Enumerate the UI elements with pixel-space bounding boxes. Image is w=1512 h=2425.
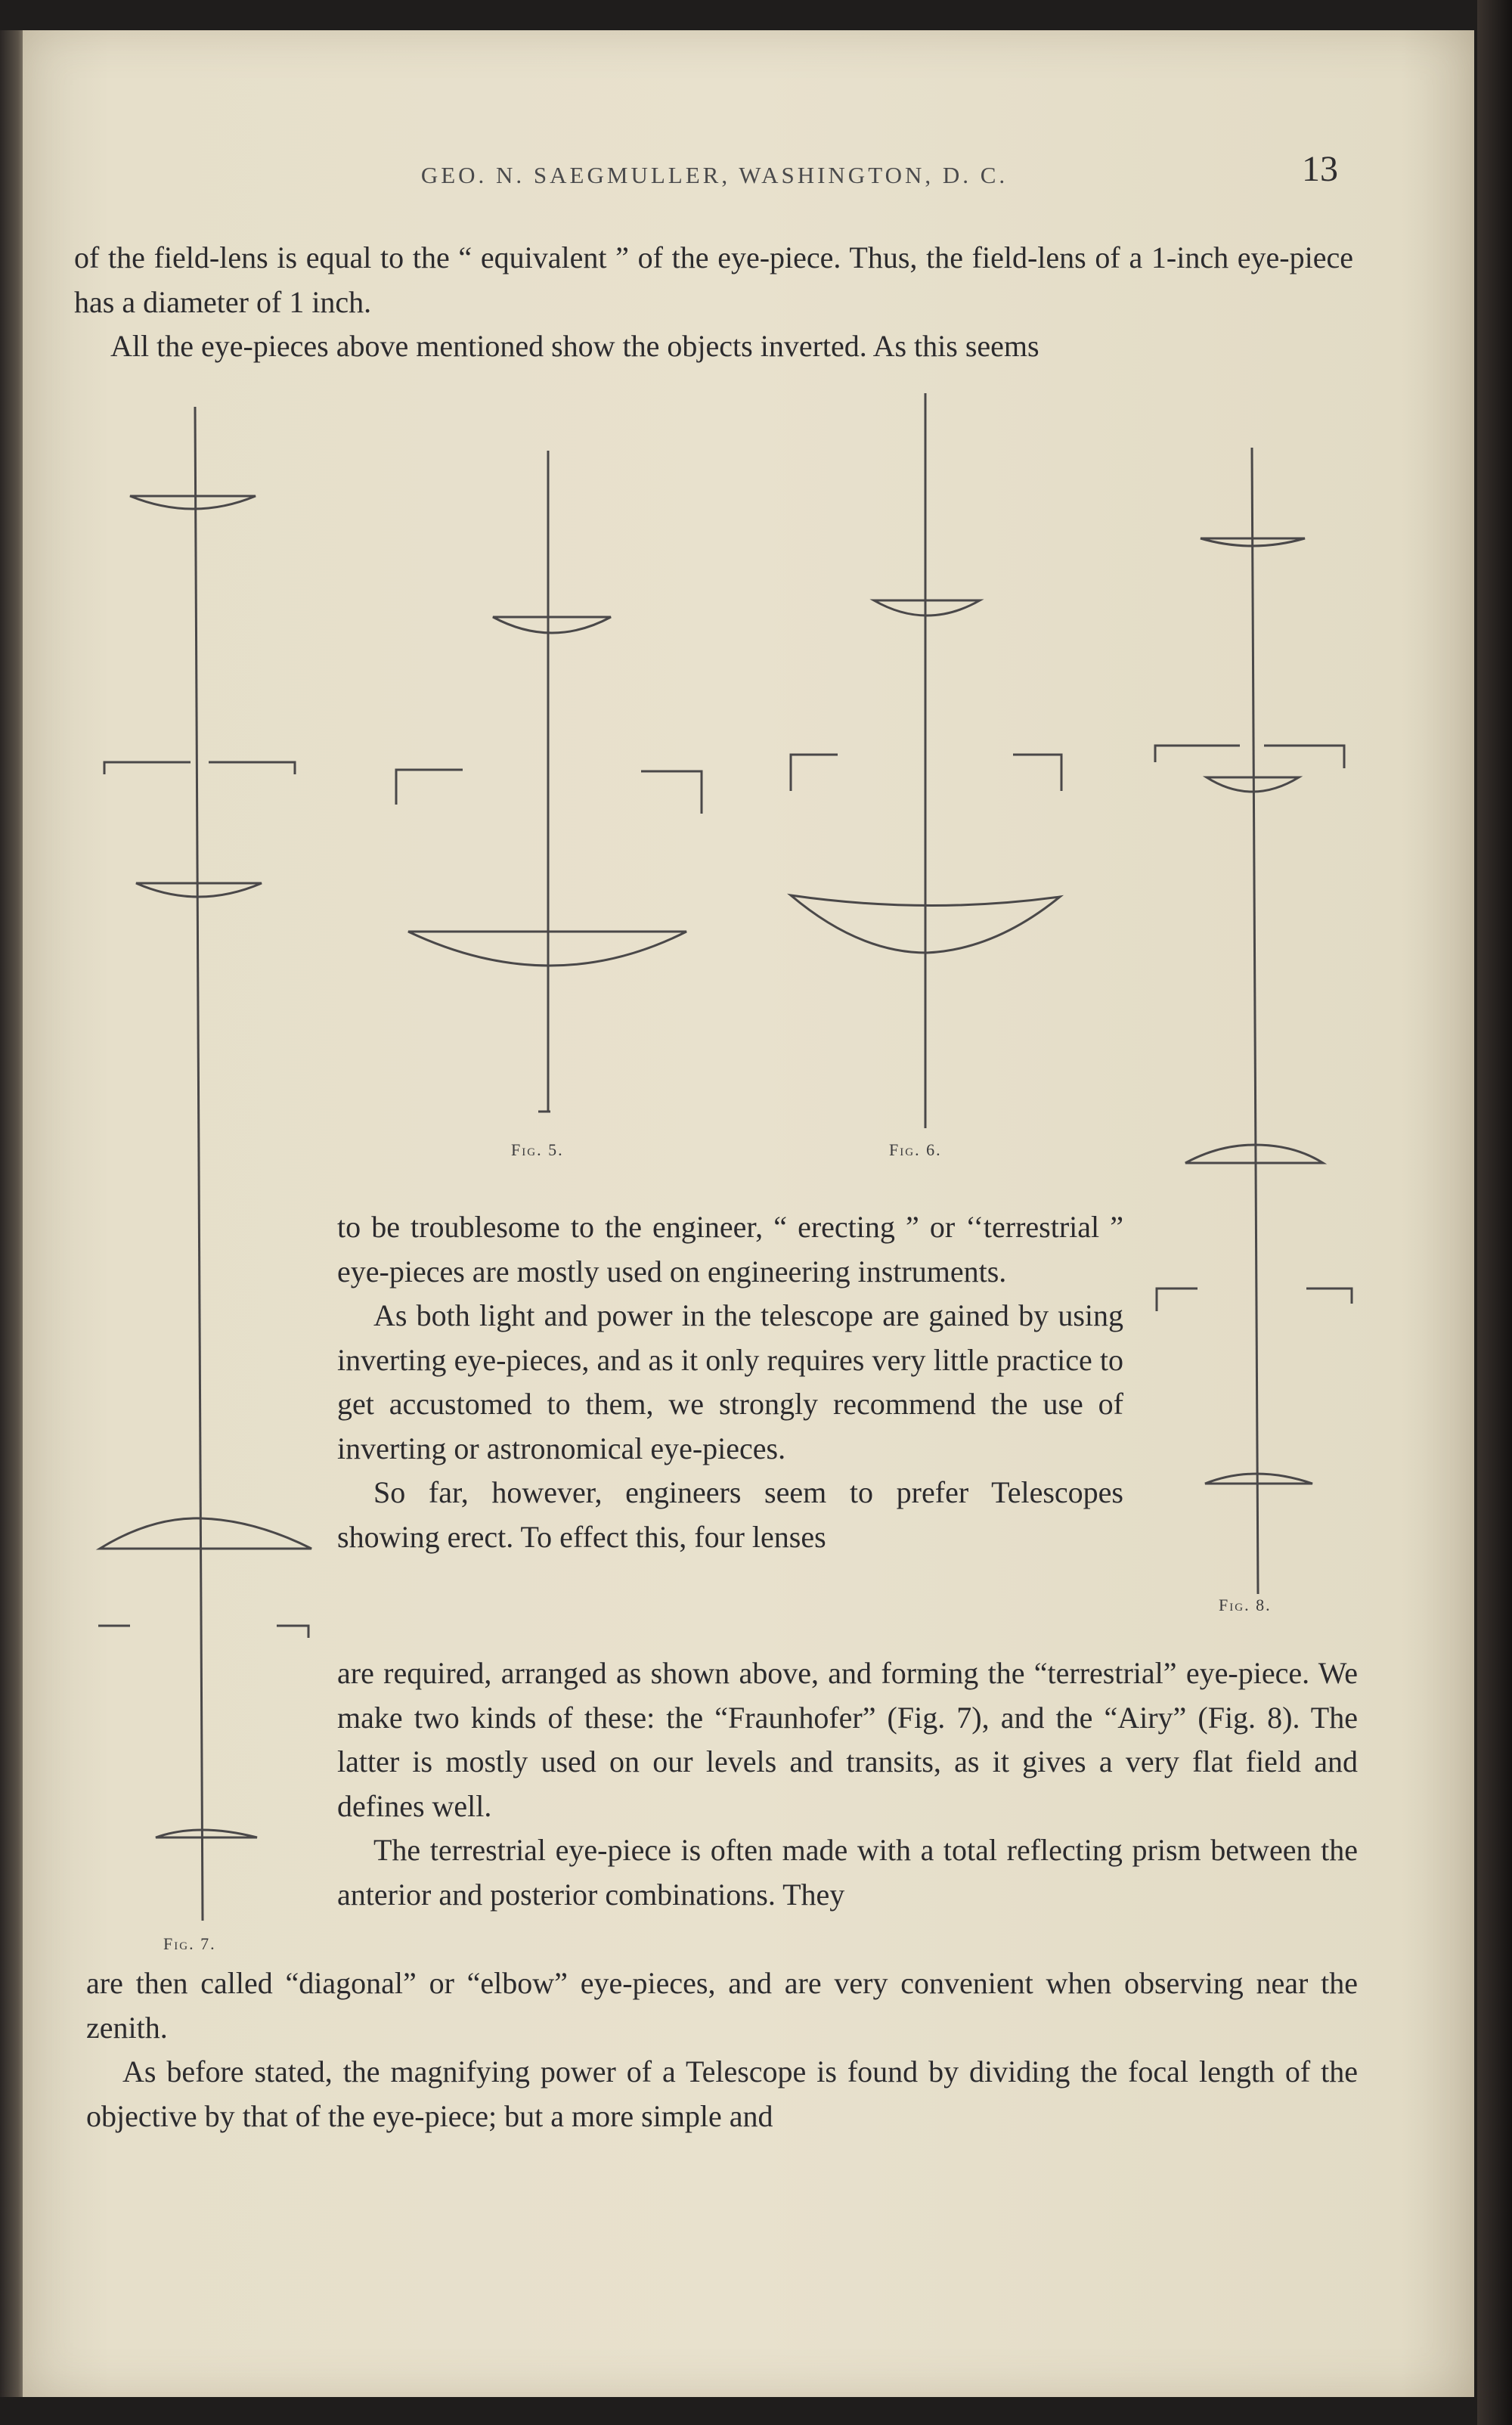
paragraph-magnifying: As before stated, the magnifying power of a Telescope is found by dividing the focal length of the objective by that of the eye-piece; but a more simple and — [86, 2054, 1358, 2133]
paragraph-inverting: As both light and power in the telescope are gained by using inverting eye-pieces, and as it only requires very little practice to get accustomed to them, we strongly recommend the use of inverting or astronomical eye-pieces. — [337, 1298, 1123, 1465]
paragraph-prism: The terrestrial eye-piece is often made with a total reflecting prism between the anterior and posterior combinations. They — [337, 1833, 1358, 1912]
paragraph-erecting: to be troublesome to the engineer, “ erecting ” or ‘‘terrestrial ” eye-pieces are mostly used on engineering instruments. — [337, 1210, 1123, 1288]
fig7-caption: Fig. 7. — [163, 1934, 216, 1953]
page-number: 13 — [1302, 149, 1338, 189]
running-header: GEO. N. SAEGMULLER, WASHINGTON, D. C. — [420, 162, 1009, 188]
fig6-caption: Fig. 6. — [889, 1140, 942, 1159]
paragraph-diagonal: are then called “diagonal” or “elbow” eye-pieces, and are very convenient when observing near the zenith. — [86, 1966, 1358, 2045]
wide-column-text — [337, 1651, 1358, 1917]
fig8-diagram — [1155, 448, 1352, 1594]
paragraph-inverted: All the eye-pieces above mentioned show the objects inverted. As this seems — [110, 329, 1040, 363]
fig6-diagram — [791, 393, 1061, 1128]
closing-text — [86, 1961, 1358, 2138]
fig8-caption: Fig. 8. — [1219, 1595, 1272, 1614]
paragraph-four-lenses: are required, arranged as shown above, and forming the “terrestrial” eye-piece. We make two kinds of these: the “Fraunhofer” (Fig. 7), and the “Airy” (Fig. 8). The latter is mostly used on our levels and transits, as it gives a very flat field and defines well. — [337, 1656, 1358, 1823]
paragraph-field-lens: of the field-lens is equal to the “ equivalent ” of the eye-piece. Thus, the field-lens of a 1-inch eye-piece has a diameter of 1 inch. — [74, 240, 1353, 319]
fig5-caption: Fig. 5. — [511, 1140, 564, 1159]
fig7-diagram — [98, 407, 311, 1921]
fig5-diagram — [396, 451, 702, 1112]
column-text — [337, 1205, 1123, 1559]
paragraph-prefer-erect: So far, however, engineers seem to prefer Telescopes showing erect. To effect this, four lenses — [337, 1475, 1123, 1554]
